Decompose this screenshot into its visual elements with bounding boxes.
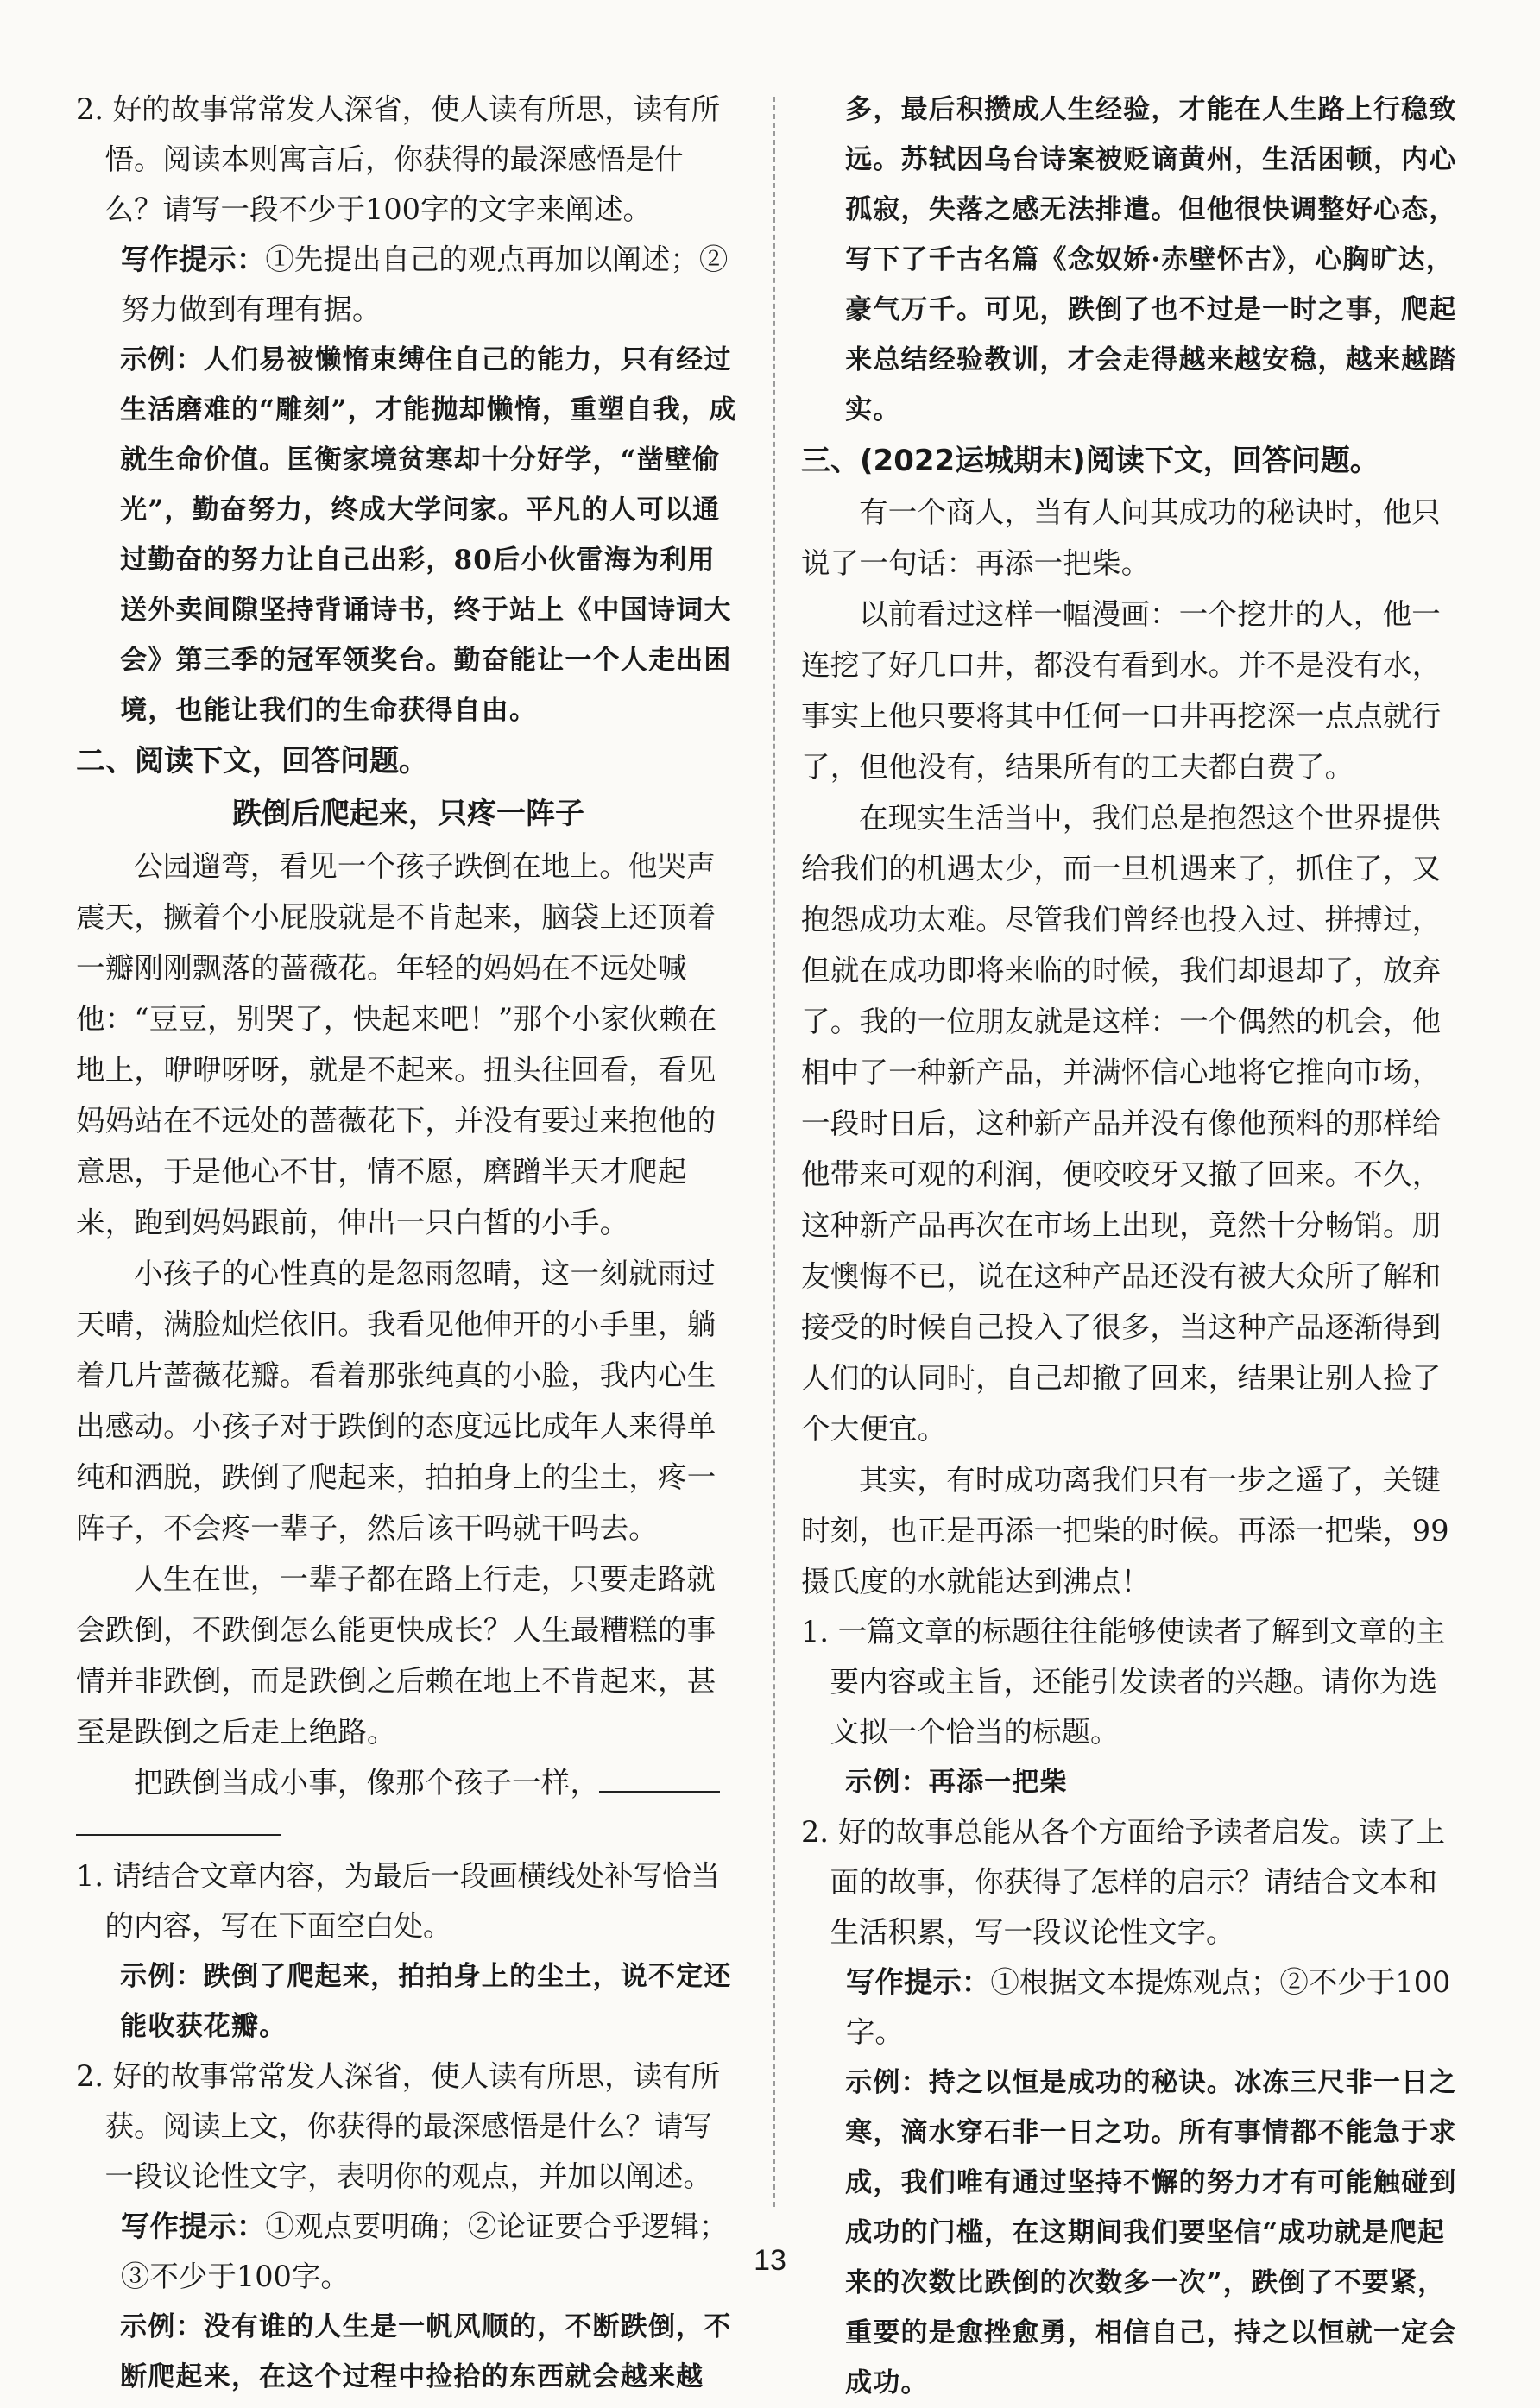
footnote-rule	[76, 1834, 281, 1836]
example-label: 示例：	[845, 2067, 929, 2098]
article-paragraph: 其实，有时成功离我们只有一步之遥了，关键时刻，也正是再添一把柴的时候。再添一把柴，99摄氏度的水就能达到沸点！	[801, 1463, 1449, 1598]
last-paragraph-text: 把跌倒当成小事，像那个孩子一样，	[134, 1766, 600, 1800]
example-text: 再添一把柴	[928, 1767, 1068, 1798]
article-paragraph: 有一个商人，当有人问其成功的秘诀时，他只说了一句话：再添一把柴。	[801, 495, 1441, 580]
writing-hint	[801, 1957, 1466, 2058]
article-paragraph-last	[76, 1757, 741, 1808]
example-label: 示例：	[120, 344, 204, 375]
example-text: 人们易被懒惰束缚住自己的能力，只有经过生活磨难的“雕刻”，才能抛却懒惰，重塑自我，成就生命价值。匡衡家境贫寒却十分好学，“凿壁偷光”，勤奋努力，终成大学问家。平凡的人可以通过勤奋的努力让自己出彩，80后小伙雷海为利用送外卖间隙坚持背诵诗书，终于站上《中国诗词大会》第三季的冠军领奖台。勤奋能让一个人走出困境，也能让我们的生命获得自由。	[120, 344, 737, 726]
section-3-heading: 三、(2022运城期末)阅读下文，回答问题。	[801, 444, 1379, 478]
example-text: 持之以恒是成功的秘诀。冰冻三尺非一日之寒，滴水穿石非一日之功。所有事情都不能急于求成，我们唯有通过坚持不懈的努力才有可能触碰到成功的门槛，在这期间我们要坚信“成功就是爬起来的次数比跌倒的次数多一次”，跌倒了不要紧，重要的是愈挫愈勇，相信自己，持之以恒就一定会成功。	[845, 2067, 1457, 2399]
example-answer	[801, 2058, 1466, 2408]
example-answer	[76, 2302, 741, 2402]
example-label: 示例：	[845, 1767, 929, 1798]
writing-hint-label: 写作提示：	[845, 1965, 991, 1999]
question-1: 1. 请结合文章内容，为最后一段画横线处补写恰当的内容，写在下面空白处。	[76, 1859, 721, 1943]
article-paragraph: 小孩子的心性真的是忽雨忽晴，这一刻就雨过天晴，满脸灿烂依旧。我看见他伸开的小手里，躺着几片蔷薇花瓣。看着那张纯真的小脸，我内心生出感动。小孩子对于跌倒的态度远比成年人来得单纯和洒脱，跌倒了爬起来，拍拍身上的尘土，疼一阵子，不会疼一辈子，然后该干吗就干吗去。	[76, 1257, 716, 1545]
article-paragraph: 公园遛弯，看见一个孩子跌倒在地上。他哭声震天，撅着个小屁股就是不肯起来，脑袋上还顶着一瓣刚刚飘落的蔷薇花。年轻的妈妈在不远处喊他：“豆豆，别哭了，快起来吧！”那个小家伙赖在地上，咿咿呀呀，就是不起来。扭头往回看，看见妈妈站在不远处的蔷薇花下，并没有要过来抱他的意思，于是他心不甘，情不愿，磨蹭半天才爬起来，跑到妈妈跟前，伸出一只白皙的小手。	[76, 849, 717, 1239]
example-answer	[76, 335, 741, 735]
page-number: 13	[754, 2244, 786, 2277]
example-label: 示例：	[120, 2311, 204, 2342]
example-answer	[801, 1757, 1466, 1807]
writing-hint-label: 写作提示：	[120, 2209, 266, 2243]
question-2: 2. 好的故事常常发人深省，使人读有所思，读有所获。阅读上文，你获得的最深感悟是什么？请写一段议论性文字，表明你的观点，并加以阐述。	[76, 2059, 721, 2193]
right-column	[801, 85, 1466, 2408]
example-text: 没有谁的人生是一帆风顺的，不断跌倒，不断爬起来，在这个过程中捡拾的东西就会越来越	[120, 2311, 732, 2392]
writing-hint-label: 写作提示：	[120, 243, 266, 276]
article-paragraph: 人生在世，一辈子都在路上行走，只要走路就会跌倒，不跌倒怎么能更快成长？人生最糟糕的事情并非跌倒，而是跌倒之后赖在地上不肯起来，甚至是跌倒之后走上绝路。	[76, 1562, 716, 1749]
article-paragraph: 以前看过这样一幅漫画：一个挖井的人，他一连挖了好几口井，都没有看到水。并不是没有水，事实上他只要将其中任何一口井再挖深一点点就行了，但他没有，结果所有的工夫都白费了。	[801, 597, 1442, 784]
left-column	[76, 85, 741, 2402]
writing-hint-text: ①先提出自己的观点再加以阐述；②努力做到有理有据。	[120, 243, 729, 326]
example-continued: 多，最后积攒成人生经验，才能在人生路上行稳致远。苏轼因乌台诗案被贬谪黄州，生活困顿，内心孤寂，失落之感无法排遣。但他很快调整好心态，写下了千古名篇《念奴娇·赤壁怀古》，心胸旷达，豪气万千。可见，跌倒了也不过是一时之事，爬起来总结经验教训，才会走得越来越安稳，越来越踏实。	[845, 94, 1457, 425]
section-2-heading: 二、阅读下文，回答问题。	[76, 744, 428, 779]
question-2-prev: 2. 好的故事常常发人深省，使人读有所思，读有所悟。阅读本则寓言后，你获得的最深感悟是什么？请写一段不少于100字的文字来阐述。	[76, 92, 721, 226]
question-2: 2. 好的故事总能从各个方面给予读者启发。读了上面的故事，你获得了怎样的启示？请结合文本和生活积累，写一段议论性文字。	[801, 1815, 1446, 1949]
writing-hint	[76, 235, 741, 335]
column-divider	[773, 97, 775, 2207]
example-text: 跌倒了爬起来，拍拍身上的尘土，说不定还能收获花瓣。	[120, 1961, 732, 2042]
writing-hint-text: ①根据文本提炼观点；②不少于100字。	[845, 1965, 1451, 2049]
question-1: 1. 一篇文章的标题往往能够使读者了解到文章的主要内容或主旨，还能引发读者的兴趣。请你为选文拟一个恰当的标题。	[801, 1615, 1446, 1749]
example-label: 示例：	[120, 1961, 204, 1992]
writing-hint-text: ①观点要明确；②论证要合乎逻辑；③不少于100字。	[120, 2209, 729, 2293]
article-title: 跌倒后爬起来，只疼一阵子	[232, 797, 584, 831]
fill-in-blank-line[interactable]	[599, 1765, 720, 1793]
article-paragraph: 在现实生活当中，我们总是抱怨这个世界提供给我们的机遇太少，而一旦机遇来了，抓住了，又抱怨成功太难。尽管我们曾经也投入过、拼搏过，但就在成功即将来临的时候，我们却退却了，放弃了。我的一位朋友就是这样：一个偶然的机会，他相中了一种新产品，并满怀信心地将它推向市场，一段时日后，这种新产品并没有像他预料的那样给他带来可观的利润，便咬咬牙又撤了回来。不久，这种新产品再次在市场上出现，竟然十分畅销。朋友懊悔不已，说在这种产品还没有被大众所了解和接受的时候自己投入了很多，当这种产品逐渐得到人们的认同时，自己却撤了回来，结果让别人捡了个大便宜。	[801, 801, 1442, 1446]
example-answer	[76, 1951, 741, 2052]
